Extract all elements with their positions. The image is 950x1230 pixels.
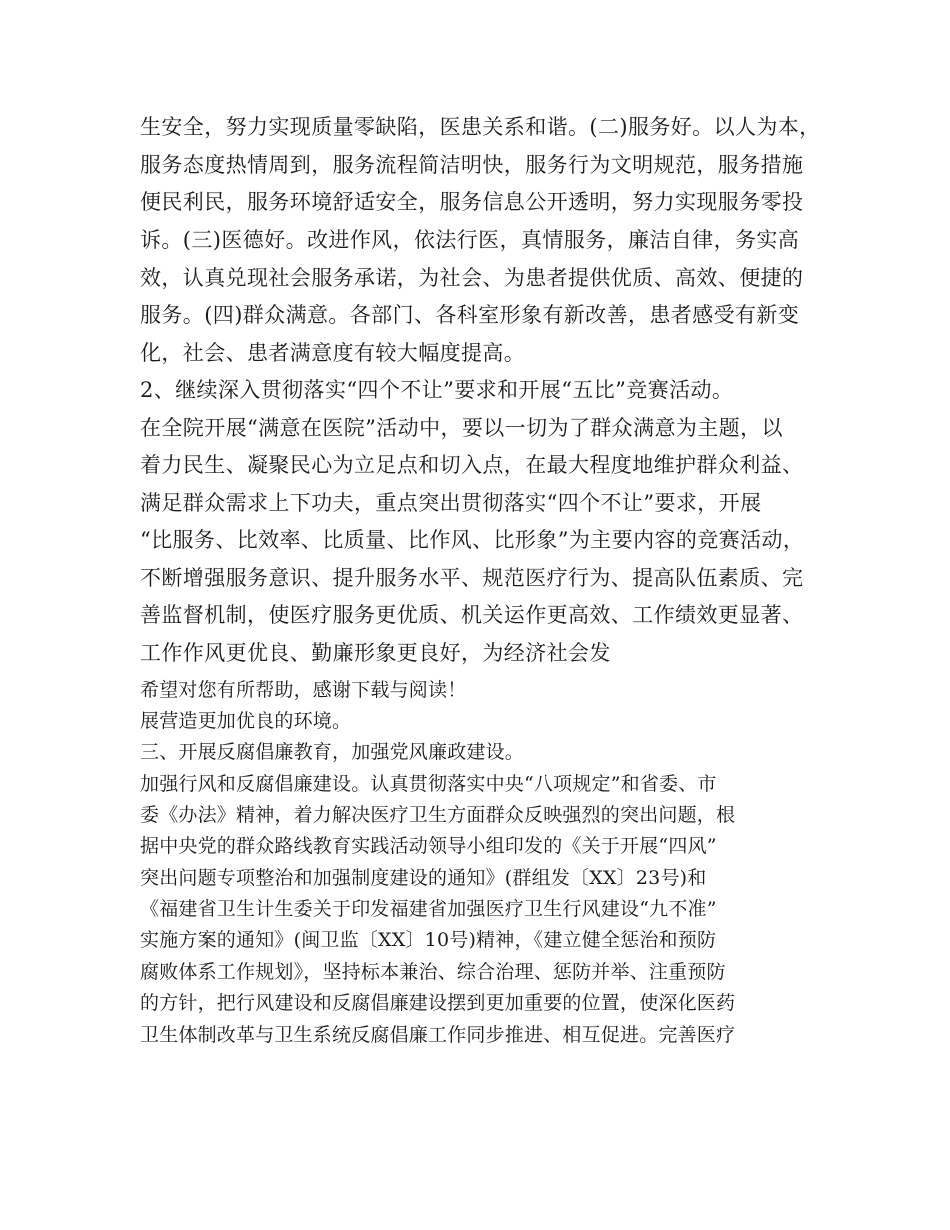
text-line: 满足群众需求上下功夫，重点突出贯彻落实“四个不让”要求，开展 bbox=[140, 491, 762, 515]
text-line: 善监督机制，使医疗服务更优质、机关运作更高效、工作绩效更显著、 bbox=[140, 603, 804, 627]
text-line: 在全院开展“满意在医院”活动中，要以一切为了群众满意为主题，以 bbox=[140, 416, 783, 440]
text-line: 着力民生、凝聚民心为立足点和切入点，在最大程度地维护群众利益、 bbox=[140, 453, 804, 477]
text-line: 服务。(四)群众满意。各部门、各科室形象有新改善，患者感受有新变 bbox=[140, 303, 800, 327]
text-line: 2、继续深入贯彻落实“四个不让”要求和开展“五比”竞赛活动。 bbox=[140, 378, 734, 402]
text-line: 实施方案的通知》(闽卫监〔XX〕10号)精神，《建立健全惩治和预防 bbox=[140, 929, 717, 951]
text-line: 服务态度热情周到，服务流程简洁明快，服务行为文明规范，服务措施 bbox=[140, 153, 804, 177]
text-line: 《福建省卫生计生委关于印发福建省加强医疗卫生行风建设“九不准” bbox=[140, 898, 717, 920]
text-line: 加强行风和反腐倡廉建设。认真贯彻落实中央“八项规定”和省委、市 bbox=[140, 773, 717, 795]
text-line: 的方针，把行风建设和反腐倡廉建设摆到更加重要的位置，使深化医药 bbox=[140, 992, 736, 1014]
section-heading-line: 三、开展反腐倡廉教育，加强党风廉政建设。 bbox=[140, 741, 525, 763]
text-line: 展营造更加优良的环境。 bbox=[140, 710, 352, 732]
text-line: 化，社会、患者满意度有较大幅度提高。 bbox=[140, 341, 526, 365]
text-line: 卫生体制改革与卫生系统反腐倡廉工作同步推进、相互促进。完善医疗 bbox=[140, 1024, 736, 1046]
text-line: 委《办法》精神，着力解决医疗卫生方面群众反映强烈的突出问题，根 bbox=[140, 804, 736, 826]
text-line: 不断增强服务意识、提升服务水平、规范医疗行为、提高队伍素质、完 bbox=[140, 566, 804, 590]
text-line: 生安全，努力实现质量零缺陷，医患关系和谐。(二)服务好。以人为本， bbox=[140, 115, 821, 139]
text-line: 效，认真兑现社会服务承诺，为社会、为患者提供优质、高效、便捷的 bbox=[140, 266, 804, 290]
text-line: 突出问题专项整治和加强制度建设的通知》(群组发〔XX〕23号)和 bbox=[140, 867, 707, 889]
text-line: 工作作风更优良、勤廉形象更良好，为经济社会发 bbox=[140, 641, 611, 665]
text-line: “比服务、比效率、比质量、比作风、比形象”为主要内容的竞赛活动， bbox=[140, 528, 805, 552]
text-line: 据中央党的群众路线教育实践活动领导小组印发的《关于开展“四风” bbox=[140, 835, 717, 857]
download-note-line: 希望对您有所帮助，感谢下载与阅读！ bbox=[140, 679, 467, 701]
text-line: 诉。(三)医德好。改进作风，依法行医，真情服务，廉洁自律，务实高 bbox=[140, 228, 800, 252]
text-line: 便民利民，服务环境舒适安全，服务信息公开透明，努力实现服务零投 bbox=[140, 190, 804, 214]
text-line: 腐败体系工作规划》，坚持标本兼治、综合治理、惩防并举、注重预防 bbox=[140, 961, 726, 983]
